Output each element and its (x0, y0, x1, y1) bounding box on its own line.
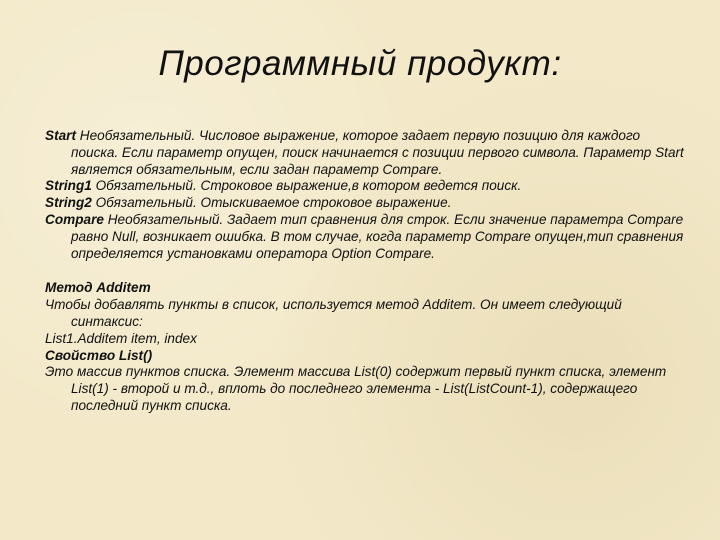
param-compare (45, 212, 685, 262)
param-term: String1 (45, 178, 92, 194)
property-heading: Свойство List() (45, 347, 153, 363)
param-string1 (45, 178, 685, 195)
param-term: String2 (45, 195, 92, 211)
method-syntax: List1.Additem item, index (45, 330, 197, 346)
param-description: Обязательный. Отыскиваемое строковое выражение. (91, 195, 452, 211)
param-description: Необязательный. Задает тип сравнения для строк. Если значение параметра Compare равно Null, возникает ошибка. В том случае, когда параметр Compare опущен,тип сравнения определяется установками оператора Option Compare. (71, 211, 684, 261)
param-term: Compare (45, 211, 104, 227)
spacer (45, 262, 685, 280)
method-description: Чтобы добавлять пункты в список, используется метод Additem. Он имеет следующий синтаксис: (45, 297, 622, 329)
param-description: Необязательный. Числовое выражение, которое задает первую позицию для каждого поиска. Если параметр опущен, поиск начинается с позиции первого символа. Параметр Start является обязательным, если задан параметр Compare. (71, 128, 684, 177)
param-start (45, 128, 685, 178)
property-description: Это массив пунктов списка. Элемент массива List(0) содержит первый пункт списка, элемент List(1) - второй и т.д., вплоть до последнего элемента - List(ListCount-1), содержащего последний пункт списка. (45, 364, 667, 413)
param-description: Обязательный. Строковое выражение,в котором ведется поиск. (91, 178, 522, 194)
slide-content (45, 128, 685, 415)
param-string2 (45, 195, 685, 212)
param-term: Start (45, 128, 76, 143)
method-heading: Метод Additem (45, 280, 151, 296)
slide-title: Программный продукт: (158, 44, 562, 83)
